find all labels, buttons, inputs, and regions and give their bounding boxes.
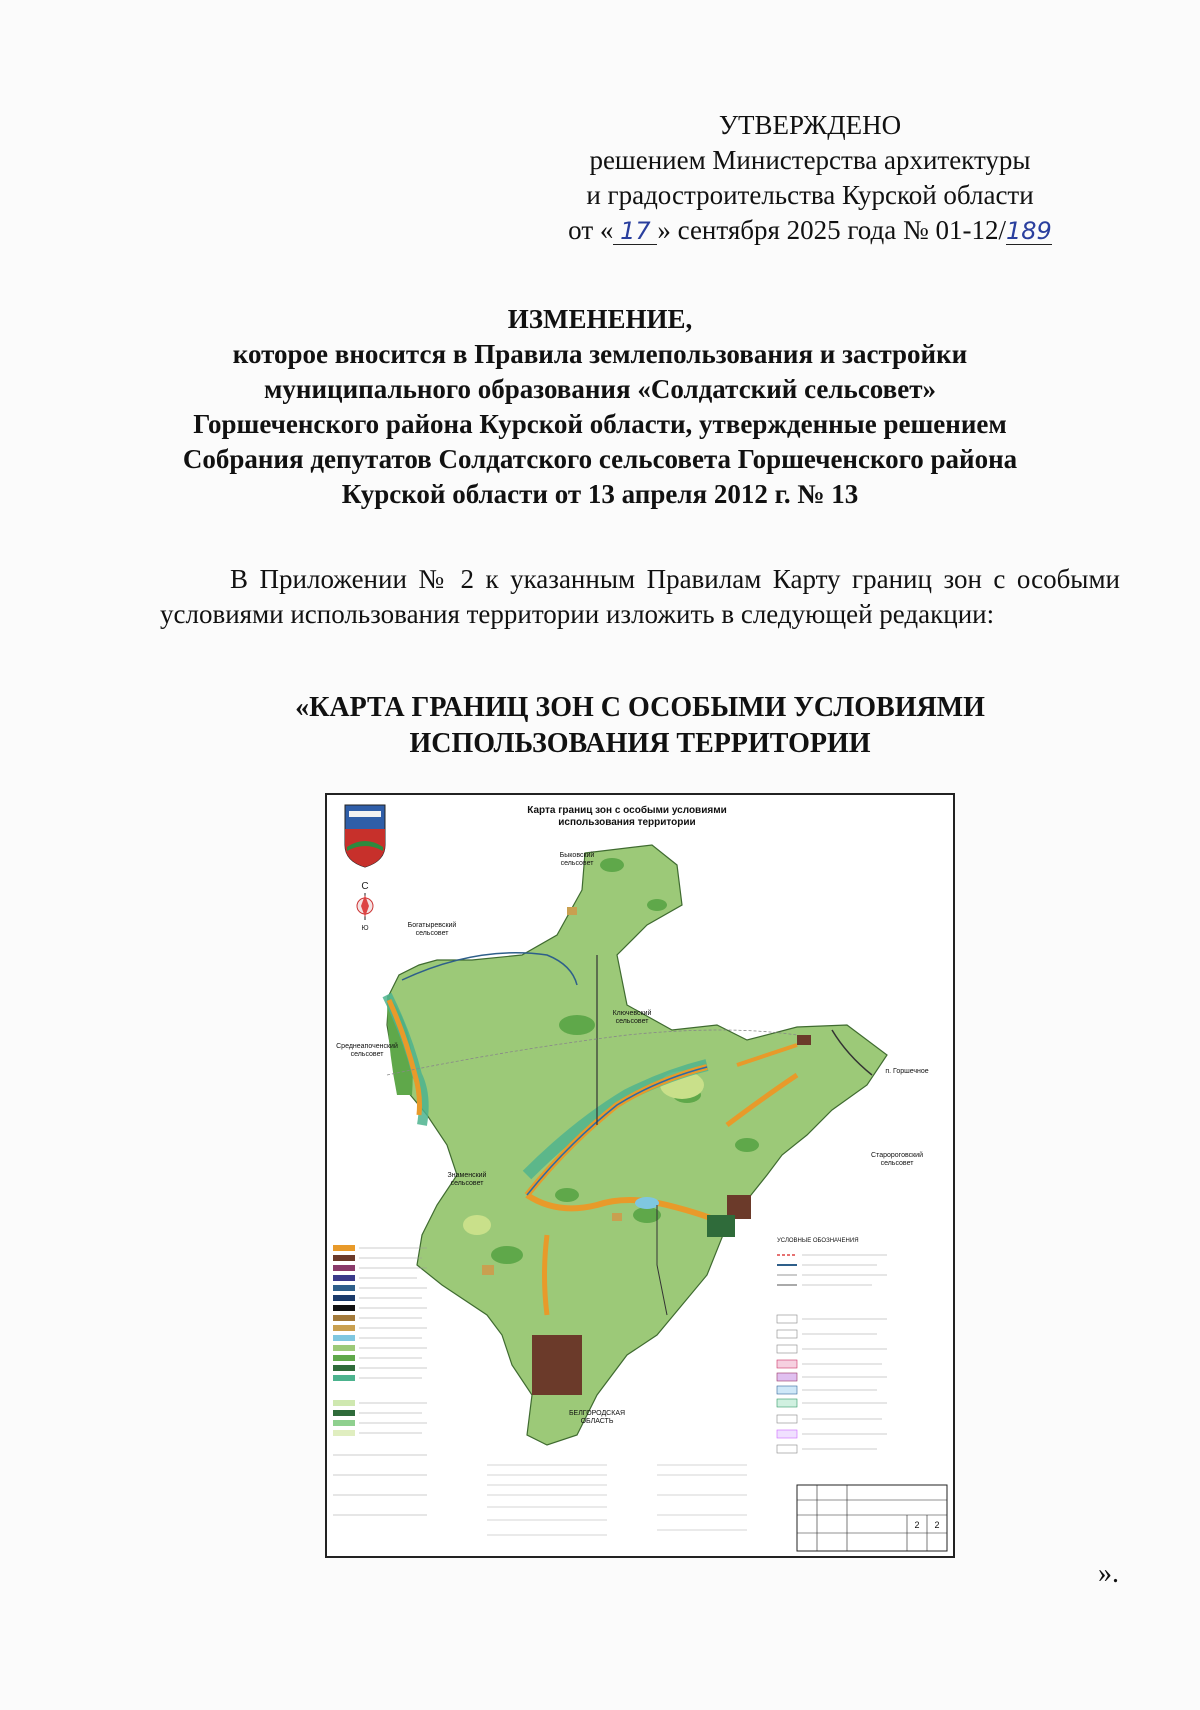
title-block-stamp (797, 1485, 947, 1551)
paragraph-text: В Приложении № 2 к указанным Правилам Карту границ зон с особыми условиями использования территории изложить в следующей редакции: (160, 564, 1120, 629)
map-heading (160, 690, 1120, 762)
map-title-2: использования территории (558, 817, 696, 828)
title-line-3: муниципального образования «Солдатский сельсовет» (264, 374, 936, 404)
date-prefix: от « (568, 215, 614, 245)
svg-text:Ю: Ю (361, 925, 369, 932)
map-heading-line-1: «КАРТА ГРАНИЦ ЗОН С ОСОБЫМИ УСЛОВИЯМИ (295, 692, 985, 723)
svg-text:2: 2 (914, 1520, 920, 1530)
coat-of-arms-icon (345, 805, 385, 867)
title-line-2: которое вносится в Правила землепользования и застройки (232, 339, 968, 369)
svg-text:Знаменский: Знаменский (447, 1172, 487, 1179)
map-title-1: Карта границ зон с особыми условиями (527, 805, 727, 816)
pond (635, 1197, 659, 1209)
svg-text:п. Горшечное: п. Горшечное (885, 1068, 929, 1075)
svg-text:2: 2 (934, 1520, 940, 1530)
map-heading-line-2: ИСПОЛЬЗОВАНИЯ ТЕРРИТОРИИ (409, 728, 871, 759)
dark-forest-zone (707, 1215, 735, 1237)
territory-polygon (387, 845, 887, 1445)
svg-text:сельсовет: сельсовет (880, 1160, 914, 1167)
compass-rose-icon (357, 881, 373, 932)
approval-block (540, 108, 1080, 248)
svg-text:ОБЛАСТЬ: ОБЛАСТЬ (580, 1418, 614, 1425)
svg-text:С: С (361, 881, 369, 892)
map-legend-left (333, 1245, 427, 1515)
approval-date-line (540, 213, 1080, 248)
svg-text:БЕЛГОРОДСКАЯ: БЕЛГОРОДСКАЯ (568, 1410, 626, 1417)
closing-quote: ». (1098, 1558, 1119, 1589)
map-legend-bottom (487, 1465, 747, 1535)
svg-text:сельсовет: сельсовет (560, 860, 594, 867)
svg-text:Старороговский: Старороговский (871, 1152, 923, 1159)
document-title (120, 302, 1080, 512)
approval-number: 189 (1006, 217, 1052, 245)
map-legend-right (777, 1238, 887, 1453)
date-middle: » сентября 2025 года № 01-12/ (657, 215, 1006, 245)
svg-text:сельсовет: сельсовет (615, 1018, 649, 1025)
title-line-1: ИЗМЕНЕНИЕ, (507, 304, 693, 334)
approval-day: 17 (613, 218, 657, 245)
river-buffer-sw (545, 1235, 548, 1315)
title-line-4: Горшеченского района Курской области, утвержденные решением (193, 409, 1007, 439)
approval-heading: УТВЕРЖДЕНО (718, 110, 902, 140)
svg-text:УСЛОВНЫЕ ОБОЗНАЧЕНИЯ: УСЛОВНЫЕ ОБОЗНАЧЕНИЯ (777, 1238, 859, 1244)
svg-text:Богатыревский: Богатыревский (407, 922, 457, 929)
approval-line-2: и градостроительства Курской области (586, 180, 1034, 210)
svg-text:сельсовет: сельсовет (415, 930, 449, 937)
svg-text:сельсовет: сельсовет (350, 1051, 384, 1058)
title-line-6: Курской области от 13 апреля 2012 г. № 13 (341, 479, 859, 509)
svg-text:Быковский: Быковский (559, 852, 595, 859)
svg-text:Среднеапоченский: Среднеапоченский (336, 1043, 398, 1050)
map-svg (327, 795, 953, 1556)
body-paragraph (160, 562, 1120, 632)
approval-line-1: решением Министерства архитектуры (589, 145, 1031, 175)
title-line-5: Собрания депутатов Солдатского сельсовета Горшеченского района (182, 444, 1018, 474)
svg-text:Ключевский: Ключевский (612, 1010, 652, 1017)
map-image (325, 793, 955, 1558)
svg-text:сельсовет: сельсовет (450, 1180, 484, 1187)
